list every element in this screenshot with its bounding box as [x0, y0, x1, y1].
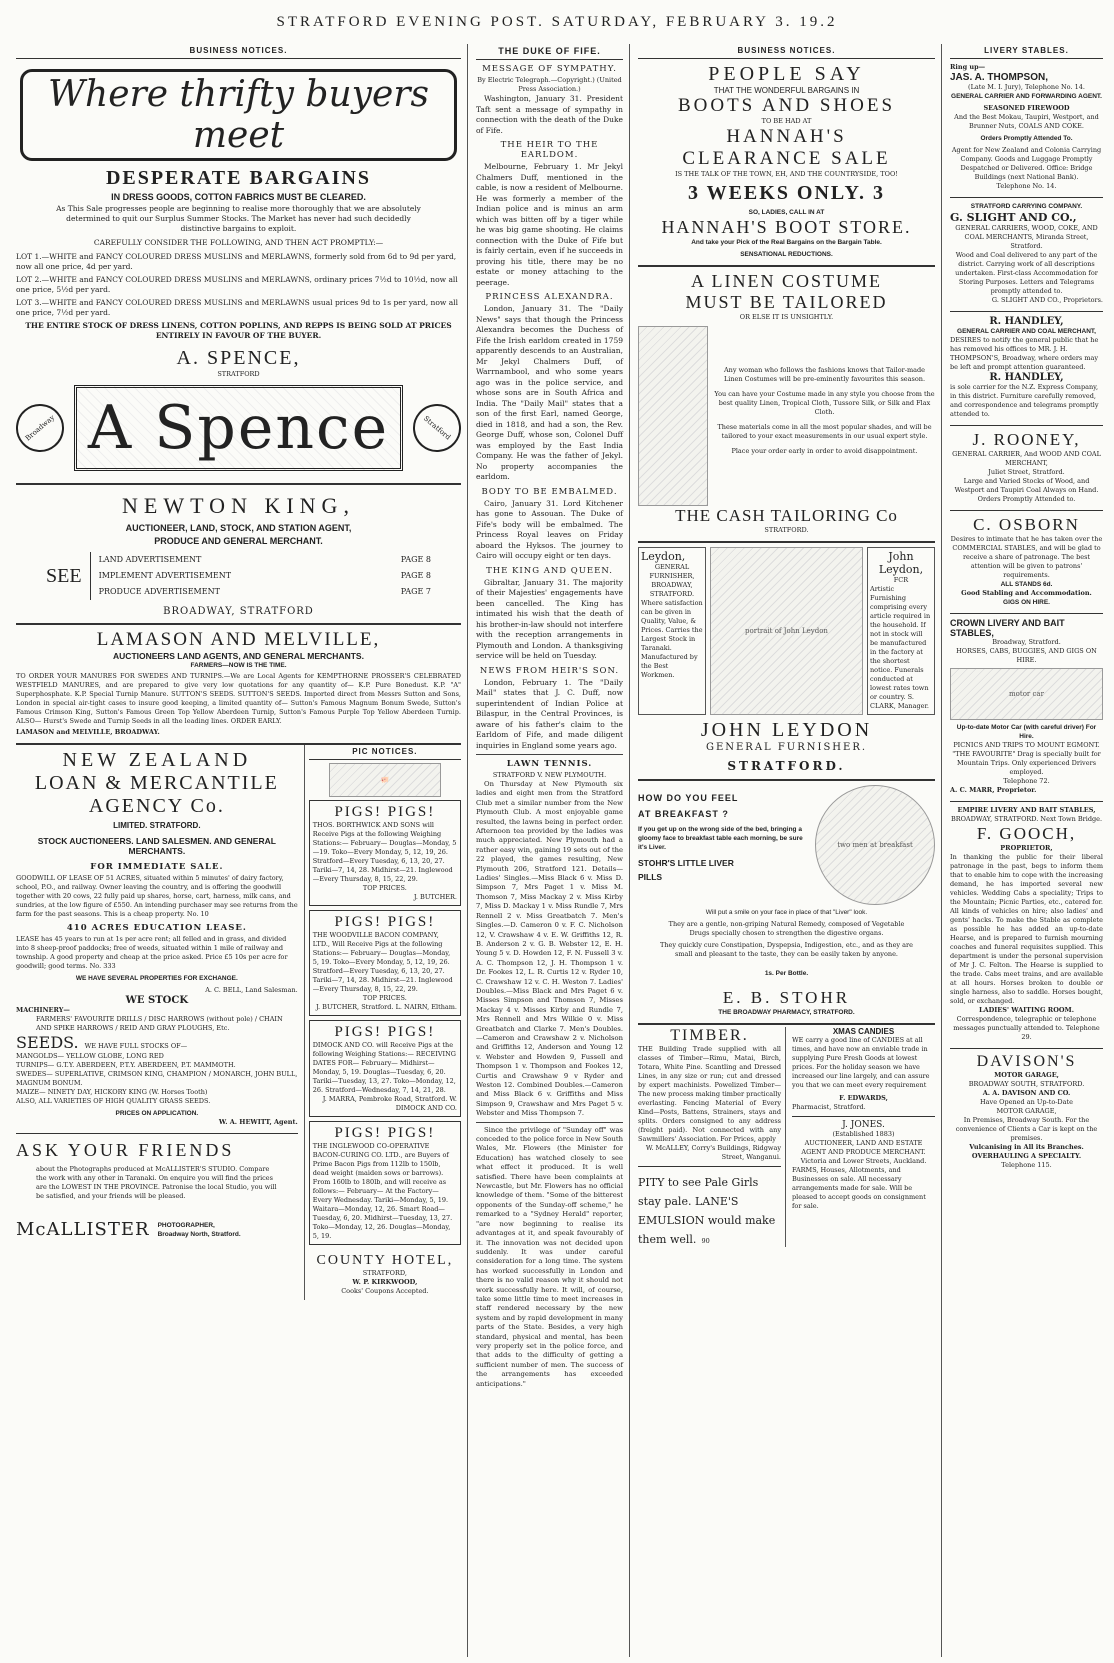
- woodville-notice: [309, 910, 461, 1016]
- leydon-left-address: BROADWAY, STRATFORD.: [649, 581, 695, 598]
- jones-address: Victoria and Lower Streets, Auckland.: [800, 1157, 927, 1165]
- nz-hewitt: W. A. HEWITT, Agent.: [218, 1118, 298, 1126]
- county-hotel-owner: W. P. KIRKWOOD,: [352, 1278, 418, 1286]
- sympathy-credit: By Electric Telegraph.—Copyright.) (United Press Association.): [477, 76, 622, 93]
- rooney-address: Juliet Street, Stratford.: [988, 468, 1065, 476]
- ask-friends-title: ASK YOUR FRIENDS: [16, 1140, 235, 1160]
- pig-notices: [304, 745, 461, 1300]
- mcallister-address: Broadway North, Stratford.: [157, 1230, 241, 1238]
- scc-sign: G. SLIGHT AND CO., Proprietors.: [991, 296, 1103, 304]
- hannahs: HANNAH'S: [726, 126, 847, 147]
- king-queen-heading: THE KING AND QUEEN.: [486, 565, 613, 576]
- crown-picnics: PICNICS AND TRIPS TO MOUNT EGMONT.: [953, 741, 1100, 749]
- davison-address: BROADWAY SOUTH, STRATFORD.: [968, 1080, 1085, 1088]
- handley-role: GENERAL CARRIER AND COAL MERCHANT,: [957, 328, 1096, 335]
- lanes-emulsion-advertisement: [638, 1166, 781, 1247]
- davison-garage: MOTOR GARAGE,: [996, 1107, 1057, 1115]
- pigs-title-2: PIGS! PIGS!: [334, 914, 436, 930]
- ask-friends-body: about the Photographs produced at McALLISTER'S STUDIO. Compare the work with any other in Taranaki. On enquire you will find the prices are the LOWEST IN THE PROVINCE. Patronise the local Studio, you will be satisfied, and your friends will be pleased.: [36, 1165, 277, 1200]
- davison-body: In Premises, Broadway South. For the convenience of Clients a Car is kept on the premises.: [955, 1116, 1098, 1142]
- crown-horses: HORSES, CABS, BUGGIES, AND GIGS ON HIRE.: [956, 647, 1097, 664]
- rooney-body: Large and Varied Stocks of Wood, and Westport and Taupiri Coal Always on Hand.: [954, 477, 1099, 494]
- hannah-advertisement: [638, 59, 935, 267]
- pigs-title: PIGS! PIGS!: [334, 804, 436, 820]
- nz-lease-heading: 410 ACRES EDUCATION LEASE.: [66, 923, 247, 933]
- nz-limited: LIMITED. STRATFORD.: [113, 821, 201, 830]
- people-say-sub: THAT THE WONDERFUL BARGAINS IN: [713, 86, 860, 95]
- timber-advertisement: [638, 1027, 781, 1162]
- woodville-top-prices: TOP PRICES.: [362, 994, 407, 1002]
- hannahs-boot-store: HANNAH'S BOOT STORE.: [661, 217, 912, 237]
- xmas-candies-advertisement: [792, 1027, 935, 1117]
- handley-body: DESIRES to notify the general public that he has removed his offices to MR. J. H. THOMPSON'S, Broadway, where orders may be left and prompt attention guaranteed.: [950, 336, 1099, 371]
- thompson-name: JAS. A. THOMPSON,: [950, 72, 1048, 83]
- stohr-para-1: They are a gentle, non-griping Natural Remedy, composed of Vegetable Drugs specially chosen to strengthen the digestive organs.: [668, 920, 905, 937]
- thompson-telephone: Telephone No. 14.: [996, 182, 1057, 190]
- dimock-notice: [309, 1020, 461, 1117]
- people-say-title: PEOPLE SAY: [708, 63, 865, 85]
- newton-king-produce: PRODUCE AND GENERAL MERCHANT.: [154, 536, 323, 546]
- rooney-role: GENERAL CARRIER, And WOOD AND COAL MERCHANT,: [952, 450, 1101, 467]
- embalmed-body: Cairo, January 31. Lord Kitchener has gone to Assouan. The Duke of Fife's body will be embalmed. The Princess Royal leaves on Friday aboard the Hyksos. The journey to Cairo will occupy eight or ten days.: [476, 498, 623, 560]
- pigs-title-4: PIGS! PIGS!: [334, 1125, 436, 1141]
- leydon-left-body: Where satisfaction can be given in Quality, Value, & Prices. Carries the Largest Stock in Taranaki. Manufactured by the Best Workmen.: [641, 599, 703, 679]
- inglewood-notice: [309, 1121, 461, 1245]
- bargains-title: DESPERATE BARGAINS: [105, 167, 372, 189]
- pig-icon: 🐖: [329, 763, 441, 797]
- gooch-correspondence: Correspondence, telegraphic or telephone messages punctually attended to. Telephone 29.: [953, 1015, 1100, 1041]
- nz-title-line-1: NEW ZEALAND: [62, 749, 252, 771]
- osborn-stands: ALL STANDS 6d.: [1000, 581, 1053, 588]
- leydon-advertisement: [638, 543, 935, 781]
- column-heading: BUSINESS NOTICES.: [16, 44, 461, 59]
- lamason-title: LAMASON AND MELVILLE,: [96, 629, 381, 650]
- nz-loan-mercantile-advertisement: [16, 745, 298, 1134]
- jones-role: AUCTIONEER, LAND AND ESTATE AGENT AND PRODUCE MERCHANT.: [801, 1139, 926, 1156]
- sunday-off-body: Since the privilege of "Sunday off" was conceded to the police force in New South Wales, Mr. Flowers (the Minister for Education) has watched closely to see what effect it produced. It is well satisfied. There have been complaints at Newcastle, but Mr. Flowers has no official knowledge of them. "Some of the bitterest opponents of the Sunday-off scheme," he remarked to a "Sydney Herald" reporter, "are now beginning to realise its advantages at it, and speak favourably of it. The innovation was not decided upon suddenly. It was under careful consideration for a long time. The system has worked successfully in London and there is no valid reason why it should not work successfully here. It will, of course, take some little time to meet increases in staff rendered necessary by the new system and by rapid development in many parts of the State. Besides, a very high standard, physical and mental, has been very properly set in the police force, and that adds to the difficulty of getting a sufficient number of men. The success of the arrangements has exceeded anticipations.": [476, 1125, 623, 1388]
- davison-title: DAVISON'S: [976, 1053, 1077, 1070]
- inglewood-body: THE INGLEWOOD CO-OPERATIVE BACON-CURING CO. LTD., are Buyers of Prime Bacon Pigs from 112lb to 150lb, dead weight (maiden sows or barrows). From 160lb to 180lb, and will receive as follows:— February— At the Factory—Every Wednesday. Tariki—Monday, 5, 19. Waitara—Monday, 12, 26. Smart Road—Tuesday, 6, 20. Midhirst—Tuesday, 13, 27. Toko—Monday, 12, 26. Douglas—Monday, 5, 19.: [312, 1142, 453, 1240]
- mcallister-advertisement: [16, 1134, 298, 1240]
- spence-advertisement: [16, 59, 461, 485]
- xmas-sign: F. EDWARDS,: [839, 1094, 888, 1102]
- timber-body: THE Building Trade supplied with all classes of Timber—Rimu, Matai, Birch, Totara, White Pine. Scantling and Dressed Lines, in any size or run; cut and dressed by expert machinists. Powelized Timber—The new process making timber practically everlasting. Fencing Material of Every Kind—Posts, Battens, Strainers, stays and splits. Orders consigned to any address (freight paid). Not connected with any Sawmillers' Association. For Prices, apply: [638, 1045, 781, 1143]
- stohr-pills-1: STOHR'S LITTLE LIVER: [638, 858, 734, 868]
- xmas-role: Pharmacist, Stratford.: [792, 1103, 866, 1111]
- thompson-role: GENERAL CARRIER AND FORWARDING AGENT.: [951, 93, 1102, 100]
- thompson-body: And the Best Mokau, Taupiri, Westport, and Brunner Nuts, COALS AND COKE.: [954, 113, 1099, 130]
- stohr-para-2: They quickly cure Constipation, Dyspepsia, Indigestion, etc., and as they are small and pleasant to the taste, they can be easily taken by anyone.: [660, 941, 913, 958]
- timber-sign: W. McALLEY, Corry's Buildings, Ridgway Street, Wanganui.: [645, 1144, 781, 1161]
- nz-exchange: WE HAVE SEVERAL PROPERTIES FOR EXCHANGE.: [75, 975, 238, 982]
- gooch-body: In thanking the public for their liberal patronage in the past, begs to inform them that to enable him to cope with the increasing demand, he has imported several new vehicles. Wedding Cabs a speciality; Trips to the Mountain; Picnic Parties, etc., catered for. All kinds of vehicles on hire; also ladies' and gents' hacks. To make the Stable as complete as possible he has added an up-to-date Hearse, and is prepared to furnish mourning coaches and funeral requisites supplied. This department is under the personal supervision of Mr J. C. Felton. The Hearse is supplied to the trade. Cabs meet trains, and are available at all hours. Horses broken to double or single harness, also to saddle. Horses bought, sold, or exchanged.: [950, 853, 1103, 1005]
- county-hotel-title: COUNTY HOTEL,: [316, 1253, 454, 1268]
- osborn-name: C. OSBORN: [973, 515, 1080, 534]
- see-label: SEE: [46, 564, 82, 587]
- crown-favourite: "THE FAVOURITE" Drag is specially built for Mountain Trips. Only experienced Drivers employed.: [952, 750, 1101, 776]
- davison-name: A. A. DAVISON AND CO.: [982, 1089, 1071, 1097]
- leydon-left-role: GENERAL FURNISHER,: [649, 563, 695, 580]
- mcallister-name: McALLISTER: [16, 1219, 150, 1240]
- nz-bell: A. C. BELL, Land Salesman.: [205, 986, 298, 994]
- spence-name: A. SPENCE,: [176, 347, 301, 369]
- rooney-name: J. ROONEY,: [972, 430, 1081, 449]
- clearance-sale: CLEARANCE SALE: [682, 148, 891, 169]
- borthwick-top-prices: TOP PRICES.: [362, 884, 407, 892]
- leydon-right-role: FCR: [893, 576, 909, 584]
- dimock-body: DIMOCK AND CO. will Receive Pigs at the following Weighing Stations:— RECEIVING DATES FOR— February— Midhirst—Monday, 5, 19. Douglas—Tuesday, 6, 20. Tariki—Tuesday, 13, 27. Toko—Monday, 12, 26. Stratford—Wednesday, 7, 14, 21, 28.: [312, 1041, 456, 1094]
- linen-para-2: You can have your Costume made in any style you choose from the best quality Linen, Tropical Cloth, Tussore Silk, or Silk and Flax Cloth.: [714, 390, 935, 416]
- linen-costume-title: A LINEN COSTUME: [691, 271, 882, 291]
- consider-line: CAREFULLY CONSIDER THE FOLLOWING, AND THEN ACT PROMPTLY:—: [93, 238, 384, 247]
- scc-role: GENERAL CARRIERS, WOOD, COKE, AND COAL MERCHANTS, Miranda Street, Stratford.: [955, 224, 1098, 250]
- nz-goodwill: GOODWILL OF LEASE OF 51 ACRES, situated within 5 minutes' of dairy factory, school, P.O., and railway. Owner leaving the country, and is offering the goodwill together with 20 cows, 22 fully paid up shares, horse, cart, harness, milk cans, and sundries, at the low figure of £550. An intending purchaser may see returns from the farm for the past seasons. This is a cheap property. No. 10: [16, 874, 298, 918]
- leydon-right-body: Artistic Furnishing comprising every article required in the household. If not in stock will be manufactured in the factory at the shortest notice. Funerals conducted at lowest rates town or country. S. CLARK, Manager.: [870, 585, 931, 710]
- nz-title-line-3: AGENCY Co.: [88, 795, 225, 817]
- scc-name: G. SLIGHT AND CO.,: [950, 211, 1077, 224]
- costume-lady-illustration: [638, 326, 708, 506]
- leydon-general-furnisher: GENERAL FURNISHER.: [705, 742, 868, 753]
- column-heading-2: BUSINESS NOTICES.: [638, 44, 935, 59]
- mcallister-role: PHOTOGRAPHER,: [157, 1221, 215, 1229]
- gooch-role: PROPRIETOR,: [1000, 844, 1053, 852]
- stohr-smile: Will put a smile on your face in place of that "Liver" look.: [705, 909, 868, 916]
- nz-lease: LEASE has 45 years to run at 1s per acre rent; all felled and in grass, and divided into 8 sheep-proof paddocks; free of weeds, situated within 1 mile of railway and township. A good property and cheap at the price asked. Price £5 10s per acre for goodwill; good terms. No. 333: [16, 935, 288, 970]
- lamason-body: TO ORDER YOUR MANURES FOR SWEDES AND TURNIPS.—We are Local Agents for KEMPTHORNE PROSSER'S CELEBRATED WESTFIELD MANURES, and are prepared to give very low quotations for any quantity of— K.P. Pure Bonedust. K.P. "A" Superphosphate. K.P. Special Turnip Manure. SUTTON'S SEEDS. SUTTON'S SEEDS. Imported direct from Messrs Sutton and Sons, London in special air-tight cases to insure good keeping, a limited quantity of— Sutton's Famous Magnum Bonum Swede, Sutton's Famous Crimson King, Sutton's Famous Green Top Yellow Aberdeen Turnip, Sutton's Famous Purple Top Yellow Aberdeen Turnip. ALSO— Hurst's Swede and Turnip Seeds in all the leading lines. ORDER EARLY.: [16, 672, 461, 725]
- osborn-advertisement: [950, 511, 1103, 614]
- osborn-body: Desires to intimate that he has taken over the COMMERCIAL STABLES, and will be glad to receive a share of patronage. The best attention will be given to patrons' requirements.: [950, 535, 1103, 579]
- cash-tailoring-town: STRATFORD.: [764, 526, 809, 534]
- handley-name: R. HANDLEY,: [989, 316, 1064, 327]
- spence-town: STRATFORD: [217, 370, 260, 378]
- osborn-good: Good Stabling and Accommodation.: [961, 589, 1092, 597]
- fife-title: THE DUKE OF FIFE.: [476, 44, 623, 60]
- jones-advertisement: [792, 1120, 935, 1211]
- thompson-ring: Ring up—: [950, 63, 986, 71]
- see-list: [90, 552, 431, 600]
- newton-king-address: BROADWAY, STRATFORD: [163, 606, 314, 617]
- jones-name: J. JONES.: [842, 1120, 885, 1130]
- lamason-farmers: FARMERS—NOW IS THE TIME.: [190, 662, 287, 669]
- column-livery-stables: [944, 44, 1109, 1657]
- nz-stock-auctioneers: STOCK AUCTIONEERS. LAND SALESMEN. AND GENERAL MERCHANTS.: [37, 836, 276, 856]
- nz-prices: PRICES ON APPLICATION.: [115, 1110, 199, 1117]
- leydon-left-name: Leydon,: [641, 550, 686, 563]
- sympathy-body: Washington, January 31. President Taft sent a message of sympathy in connection with the death of the Duke of Fife.: [476, 94, 623, 135]
- pig-notices-heading: PIC NOTICES.: [309, 745, 461, 760]
- bargain-table: And take your Pick of the Real Bargains on the Bargain Table.: [691, 239, 882, 246]
- stohr-name: E. B. STOHR: [722, 988, 851, 1007]
- gooch-ladies: LADIES' WAITING ROOM.: [979, 1006, 1074, 1014]
- three-weeks: 3 WEEKS ONLY. 3: [687, 182, 886, 204]
- county-hotel-advertisement: [309, 1249, 461, 1300]
- nz-immediate-sale: FOR IMMEDIATE SALE.: [90, 862, 224, 872]
- linen-para-4: Place your order early in order to avoid disappointment.: [731, 447, 918, 455]
- nz-maize: MAIZE— NINETY DAY, HICKORY KING (W. Horses Tooth): [16, 1088, 208, 1096]
- gooch-name: F. GOOCH,: [976, 824, 1077, 843]
- leydon-portrait: portrait of John Leydon: [710, 547, 863, 715]
- ladies-call: SO, LADIES, CALL IN AT: [748, 209, 825, 216]
- borthwick-notice: [309, 800, 461, 906]
- davison-opened: Have Opened an Up-to-Date: [980, 1098, 1073, 1106]
- stratford-badge: Stratford: [403, 394, 461, 462]
- see-item-implement: IMPLEMENT ADVERTISEMENT PAGE 8: [98, 571, 431, 580]
- county-hotel-note: Cooks' Coupons Accepted.: [341, 1287, 429, 1295]
- county-hotel-town: STRATFORD,: [362, 1269, 407, 1277]
- nz-we-stock: WE STOCK: [125, 995, 189, 1006]
- jones-farms: FARMS, Houses, Allotments, and Businesses on sale. All necessary arrangements made for sale. Will be pleased to accept goods on consignment for sale.: [792, 1166, 926, 1210]
- timber-title: TIMBER.: [670, 1027, 749, 1044]
- crown-title: CROWN LIVERY AND BAIT STABLES,: [950, 618, 1065, 638]
- stohr-question-1: HOW DO YOU FEEL: [638, 793, 739, 803]
- nz-also: ALSO, ALL VARIETIES OF HIGH QUALITY GRASS SEEDS.: [16, 1097, 211, 1105]
- nz-machinery-list: FARMERS' FAVOURITE DRILLS / DISC HARROWS (without pole) / CHAIN AND SPIKE HARROWS / REID AND GRAY PLOUGHS, Etc.: [36, 1015, 283, 1032]
- boots-shoes: BOOTS AND SHOES: [677, 95, 896, 116]
- motor-car-illustration: motor car: [950, 668, 1103, 720]
- thompson-firewood: SEASONED FIREWOOD: [983, 104, 1070, 112]
- stohr-question-2: AT BREAKFAST ?: [638, 809, 729, 819]
- nz-turnips: TURNIPS— G.T.Y. ABERDEEN, P.T.Y. ABERDEEN, P.T. MAMMOTH.: [16, 1061, 236, 1069]
- empire-title: EMPIRE LIVERY AND BAIT STABLES,: [957, 806, 1096, 814]
- thompson-advertisement: [950, 59, 1103, 198]
- spence-logo: A Spence: [74, 385, 403, 471]
- heirs-son-body: London, February 1. The "Daily Mail" states that J. C. Duff, now superintendent of Indian Police at Bilaspur, in the Central Provinces, is aware of his father's claim to the Earldom of Fife, and made diligent inquiries in England some years ago.: [476, 677, 623, 750]
- heirs-son-heading: NEWS FROM HEIR'S SON.: [479, 665, 620, 676]
- jones-established: (Established 1883): [832, 1130, 895, 1138]
- pity-text: PITY to see Pale Girls stay pale. LANE'S EMULSION would make them well.: [638, 1176, 776, 1246]
- lot-1: LOT 1.—WHITE and FANCY COLOURED DRESS MUSLINS and MERLAWNS, formerly sold from 6d to 9d per yard, now all one price, 4d per yard.: [16, 252, 457, 271]
- thompson-agent: Agent for New Zealand and Colonia Carrying Company. Goods and Luggage Promptly Despatched or Delivered. Office: Bridge Buildings (next National Bank).: [951, 146, 1102, 181]
- scc-heading: STRATFORD CARRYING COMPANY.: [970, 203, 1083, 210]
- column-business-notices-left: [10, 44, 468, 1657]
- lot-2: LOT 2.—WHITE and FANCY COLOURED DRESS MUSLINS and MERLAWNS, ordinary prices 7½d to 10½d, now all one price, 5½d per yard.: [16, 275, 458, 294]
- see-item-produce: PRODUCE ADVERTISEMENT PAGE 7: [98, 587, 431, 596]
- else-unsightly: OR ELSE IT IS UNSIGHTLY.: [739, 313, 834, 321]
- broadway-badge: Broadway: [16, 394, 74, 462]
- see-item-land: LAND ADVERTISEMENT PAGE 8: [98, 555, 431, 564]
- bargains-intro: As This Sale progresses people are beginning to realise more thoroughly that we are absolutely determined to quit our Surplus Summer Stocks. The Market has never had such decidedly distinctive bargains to exploit.: [56, 204, 421, 233]
- lot-3: LOT 3.—WHITE and FANCY COLOURED DRESS MUSLINS and MERLAWNS usual prices 9d to 1s per yard, now all one price, 7½d per yard.: [16, 298, 458, 317]
- masthead: STRATFORD EVENING POST. SATURDAY, FEBRUARY 3. 19.2: [276, 14, 838, 30]
- borthwick-body: THOS. BORTHWICK AND SONS will Receive Pigs at the following Weighing Stations:— February— Douglas—Monday, 5—19. Toko—Every Monday, 5, 12, 19, 26. Stratford—Every Tuesday, 6, 13, 20, 27. Tariki—7, 14, 28. Midhirst—21. Inglewood—Every Thursday, 8, 15, 22, 29.: [312, 821, 457, 883]
- tennis-body: On Thursday at New Plymouth six ladies and eight men from the Stratford Club met a similar number from the New Plymouth Club. A most enjoyable game resulted, the lawns being in perfect order. Afternoon tea provided by the ladies was much appreciated. New Plymouth had a rather easy win, gaining 19 sets out of the 22 played, the games resulting, New Plymouth 206, Stratford 121. Details— Ladies' Singles.—Miss Black 6 v. Miss D. Simpson 7, Mrs Paget 1 v. Miss M. Thomson 7, Miss Mackay 2 v. Miss Kirby 7, Miss D. Mackay 1 v. Miss Rundle 7, Mrs Rennell 2 v. Miss Greatbatch 7. Men's Singles.—D. Cameron 0 v. F. C. Nicholson 12, V. Crawshaw 4 v. E. W. Griffiths 12, R. B. Anderson 2 v. G. B. Webster 12, E. H. Young 5 v. D. Howden 12, F. N. Fussell 3 v. A. C. Thompson 12, J. H. Thompson 1 v. Dr. Fookes 12, L. R. Curtis 12 v. Ryder 10, C. Crawshaw 12 v. C. H. Weston 7. Ladies' Doubles.—Miss Black and Mrs Paget 6 v. Misses Simpson and Thomson 7, Misses Mackay 4 v. Misses Kirby and Rundle 7, Mrs Rennell and Mrs Wilkie 0 v. Miss Greatbatch and Clarke 7. Men's Doubles.—Cameron and Crawshaw 2 v. Nicholson and Griffiths 12, Anderson and Young 12 v. Webster and Howden 9, Fussell and Thompson 1 v. Thompson and Fookes 12, Curtis and Crawshaw 9 v Ryder and Weston 12. Combined Doubles.—Cameron and Miss Black 6 v. Griffiths and Miss Simpson 9, Crawshaw and Mrs Paget 5 v. Webster and Miss Thompson 7.: [476, 780, 623, 1118]
- nz-title-line-2: LOAN & MERCANTILE: [34, 772, 279, 794]
- thrifty-banner: Where thrifty buyers meet: [20, 69, 457, 161]
- king-queen-body: Gibraltar, January 31. The majority of their Majesties' engagements have been cancelled. The King has intimated his wish that the death of his brother-in-law should not interfere with the reception arrangements in Plymouth and London. A thanksgiving service will be held on Tuesday.: [476, 577, 623, 660]
- stohr-pills-2: PILLS: [638, 872, 663, 882]
- handley-body-2: is sole carrier for the N.Z. Express Company, in this district. Furniture carefully removed, and correspondence and telegrams promptly attended to.: [950, 383, 1099, 418]
- john-leydon-big: JOHN LEYDON: [700, 719, 873, 741]
- nz-seeds-sub: WE HAVE FULL STOCKS OF—: [84, 1042, 188, 1050]
- newton-king-role: AUCTIONEER, LAND, STOCK, AND STATION AGENT,: [125, 523, 352, 533]
- crown-car: Up-to-date Motor Car (with careful driver) For Hire.: [956, 724, 1097, 740]
- thompson-orders: Orders Promptly Attended To.: [980, 135, 1073, 142]
- livery-heading: LIVERY STABLES.: [950, 44, 1103, 59]
- to-be-had: TO BE HAD AT: [761, 117, 812, 125]
- dimock-sign: J. MARRA, Pembroke Road, Stratford. W. DIMOCK AND CO.: [322, 1095, 457, 1112]
- scc-body: Wood and Coal delivered to any part of the district. Carrying work of all descriptions undertaken. First-class Accommodation for Storing Purposes. Letters and Telegrams promptly attended to.: [955, 251, 1098, 295]
- tennis-heading: LAWN TENNIS.: [506, 759, 593, 769]
- gooch-advertisement: [950, 802, 1103, 1049]
- empire-address: BROADWAY, STRATFORD. Next Town Bridge.: [950, 815, 1103, 823]
- davison-advertisement: [950, 1049, 1103, 1176]
- newton-king-advertisement: [16, 485, 461, 625]
- heir-body: Melbourne, February 1. Mr Jekyl Chalmers Duff, mentioned in the cable, is now a resident of Melbourne. He was formerly a member of the Indian police and is minus an arm which was bitten off by a tiger while he was big game shooting. He claims connection with the Duke of Fife but is fairly certain, even if he succeeds in proving his title, there may be no estate or money attaching to the peerage.: [476, 162, 623, 287]
- entire-stock: THE ENTIRE STOCK OF DRESS LINENS, COTTON POPLINS, AND REPPS IS BEING SOLD AT PRICES ENTIRELY IN FAVOUR OF THE BUYER.: [25, 321, 452, 340]
- embalmed-heading: BODY TO BE EMBALMED.: [481, 486, 618, 497]
- nz-swedes: SWEDES— SUPERLATIVE, CRIMSON KING, CHAMPION / MONARCH, JOHN BULL, MAGNUM BONUM.: [16, 1070, 298, 1087]
- pigs-title-3: PIGS! PIGS!: [334, 1024, 436, 1040]
- heir-heading: THE HEIR TO THE EARLDOM.: [500, 140, 599, 160]
- crown-telephone: Telephone 72.: [1003, 777, 1050, 785]
- linen-para-3: These materials come in all the most popular shades, and will be tailored to your exact measurements in our usual expert style.: [717, 423, 932, 440]
- crown-address: Broadway, Stratford.: [992, 638, 1061, 646]
- must-be-tailored: MUST BE TAILORED: [685, 292, 888, 312]
- woodville-sign: J. BUTCHER, Stratford. L. NAIRN, Eltham.: [315, 1003, 457, 1011]
- newton-king-title: NEWTON KING,: [122, 493, 355, 518]
- woodville-body: THE WOODVILLE BACON COMPANY, LTD., Will Receive Pigs at the following Stations:— February— Douglas—Monday, 5, 19. Toko—Every Monday, 5, 12, 19, 26. Stratford—Every Tuesday, 6, 13, 20, 27. Tariki—7, 14, 28. Midhirst—21. Inglewood—Every Thursday, 8, 15, 22, 29.: [312, 931, 453, 993]
- alexandra-body: London, January 31. The "Daily News" says that though the Princess Alexandra becomes the Duchess of Fife the Irish earldom created in 1759 apparently descends to an Australian, Mr Jekyl Chalmers Duff, of Warrnambool, and who some years ago was in the police service, and whose sons are in South Africa and India. The "Daily Mail" states that a son of the first Earl, named George, died in 1818, and had a son, the Rev. George Duff, whose son, Colonel Duff was employed by the East India Company. He was the father of Jekyl. No property accompanies the earldom.: [476, 304, 623, 481]
- pity-number: 90: [701, 1237, 710, 1245]
- nz-seeds: SEEDS.: [16, 1033, 79, 1052]
- lamason-melville-advertisement: [16, 625, 461, 745]
- leydon-right-name: John Leydon,: [878, 550, 924, 576]
- stohr-intro: If you get up on the wrong side of the bed, bringing a gloomy face to breakfast table each morning, be sure it's Liver.: [638, 826, 803, 851]
- column-news: [470, 44, 630, 1657]
- breakfast-illustration: two men at breakfast: [815, 785, 935, 905]
- davison-vulcanising: Vulcanising in All its Branches. OVERHAULING A SPECIALTY.: [969, 1143, 1084, 1160]
- rooney-advertisement: [950, 426, 1103, 511]
- bargains-subtitle: IN DRESS GOODS, COTTON FABRICS MUST BE CLEARED.: [111, 192, 366, 202]
- crown-livery-advertisement: [950, 614, 1103, 802]
- xmas-body: WE carry a good line of CANDIES at all times, and have now an enviable trade in supplying Pure Fresh Goods at lowest prices. For the holiday season we have increased our line largely, and can assure you that we can meet every requirement: [792, 1036, 930, 1089]
- nz-mangolds: MANGOLDS— YELLOW GLOBE, LONG RED: [16, 1052, 164, 1060]
- davison-sub: MOTOR GARAGE,: [994, 1071, 1059, 1079]
- talk-of-town: IS THE TALK OF THE TOWN, EH, AND THE COUNTRYSIDE, TOO!: [675, 170, 898, 178]
- osborn-gigs: GIGS ON HIRE.: [1003, 599, 1050, 606]
- column-business-notices-right: [632, 44, 942, 1657]
- cash-tailoring-title: THE CASH TAILORING Co: [675, 506, 898, 525]
- thompson-late: (Late M. I. Jury), Telephone No. 14.: [968, 83, 1085, 91]
- crown-marr: A. C. MARR, Proprietor.: [950, 786, 1037, 794]
- sympathy-heading: MESSAGE OF SYMPATHY.: [482, 64, 617, 74]
- nz-machinery: MACHINERY—: [16, 1006, 70, 1014]
- borthwick-sign: J. BUTCHER.: [413, 893, 457, 901]
- linen-para-1: Any woman who follows the fashions knows that Tailor-made Linen Costumes will be pre-eminently favourites this season.: [723, 366, 926, 383]
- lamason-subtitle: AUCTIONEERS LAND AGENTS, AND GENERAL MERCHANTS.: [113, 651, 364, 661]
- lamason-sign: LAMASON and MELVILLE, BROADWAY.: [16, 728, 160, 736]
- slight-advertisement: [950, 198, 1103, 312]
- xmas-title: XMAS CANDIES: [832, 1027, 895, 1036]
- handley-advertisement: [950, 312, 1103, 426]
- linen-costume-advertisement: [638, 267, 935, 543]
- rooney-orders: Orders Promptly Attended to.: [977, 495, 1076, 503]
- handley-name-2: R. HANDLEY,: [989, 372, 1064, 383]
- davison-telephone: Telephone 115.: [1001, 1161, 1052, 1169]
- tennis-subheading: STRATFORD V. NEW PLYMOUTH.: [492, 771, 607, 779]
- sensational-reductions: SENSATIONAL REDUCTIONS.: [740, 251, 833, 258]
- stohr-price: 1s. Per Bottle.: [764, 970, 809, 977]
- leydon-town: STRATFORD.: [727, 759, 846, 773]
- stohr-pharmacy: THE BROADWAY PHARMACY, STRATFORD.: [718, 1009, 855, 1016]
- stohr-advertisement: [638, 781, 935, 1025]
- alexandra-heading: PRINCESS ALEXANDRA.: [485, 292, 614, 302]
